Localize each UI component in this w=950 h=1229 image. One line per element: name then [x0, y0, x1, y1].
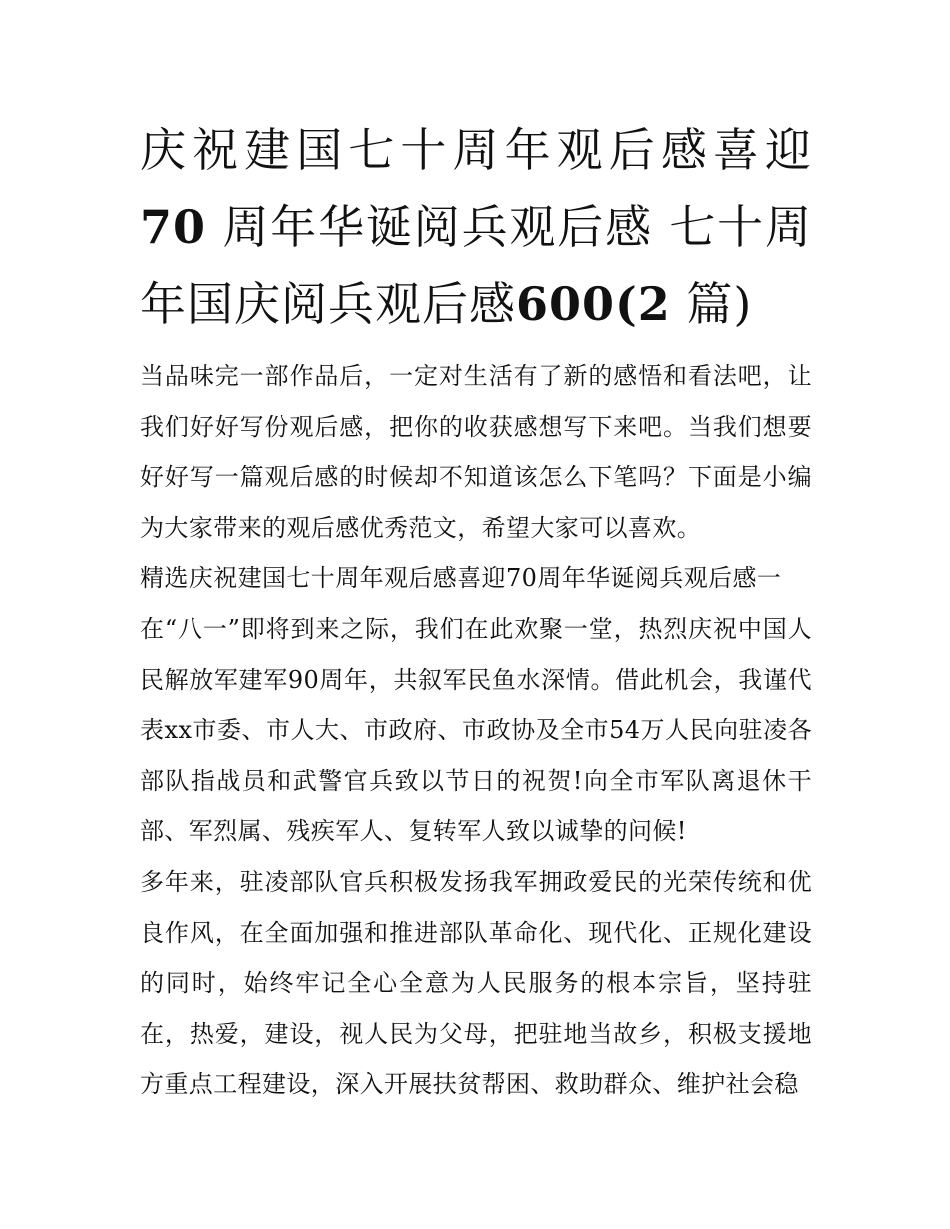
title-part: 庆祝建国七十周年观后感喜迎 [140, 123, 812, 177]
paragraph: 精选庆祝建国七十周年观后感喜迎70周年华诞阅兵观后感一 [140, 564, 782, 593]
document-body [140, 351, 812, 1110]
paragraph: 在“八一”即将到来之际，我们在此欢聚一堂，热烈庆祝中国人民解放军建军90周年，共叙军民鱼水深情。借此机会，我谨代表xx市委、市人大、市政府、市政协及全市54万人民向驻凌各部队指战员和武警官兵致以节日的祝贺!向全市军队离退休干部、军烈属、残疾军人、复转军人致以诚挚的问候! [140, 614, 812, 846]
title-part: 周年华诞阅兵观后感 七十周年国庆阅兵观后感 [140, 200, 812, 331]
paragraph: 当品味完一部作品后，一定对生活有了新的感悟和看法吧，让我们好好写份观后感，把你的收获感想写下来吧。当我们想要好好写一篇观后感的时候却不知道该怎么下笔吗？下面是小编为大家带来的观后感优秀范文，希望大家可以喜欢。 [140, 362, 812, 542]
paragraph: 多年来，驻凌部队官兵积极发扬我军拥政爱民的光荣传统和优良作风，在全面加强和推进部队革命化、现代化、正规化建设的同时，始终牢记全心全意为人民服务的根本宗旨，坚持驻在，热爱，建设，视人民为父母，把驻地当故乡，积极支援地方重点工程建设，深入开展扶贫帮困、救助群众、维护社会稳 [140, 867, 812, 1099]
title-part: 篇) [686, 277, 753, 331]
title-part-bold: 600(2 [516, 277, 671, 331]
document-content [140, 112, 812, 1110]
title-part-bold: 70 [140, 200, 207, 254]
document-title [140, 112, 812, 343]
